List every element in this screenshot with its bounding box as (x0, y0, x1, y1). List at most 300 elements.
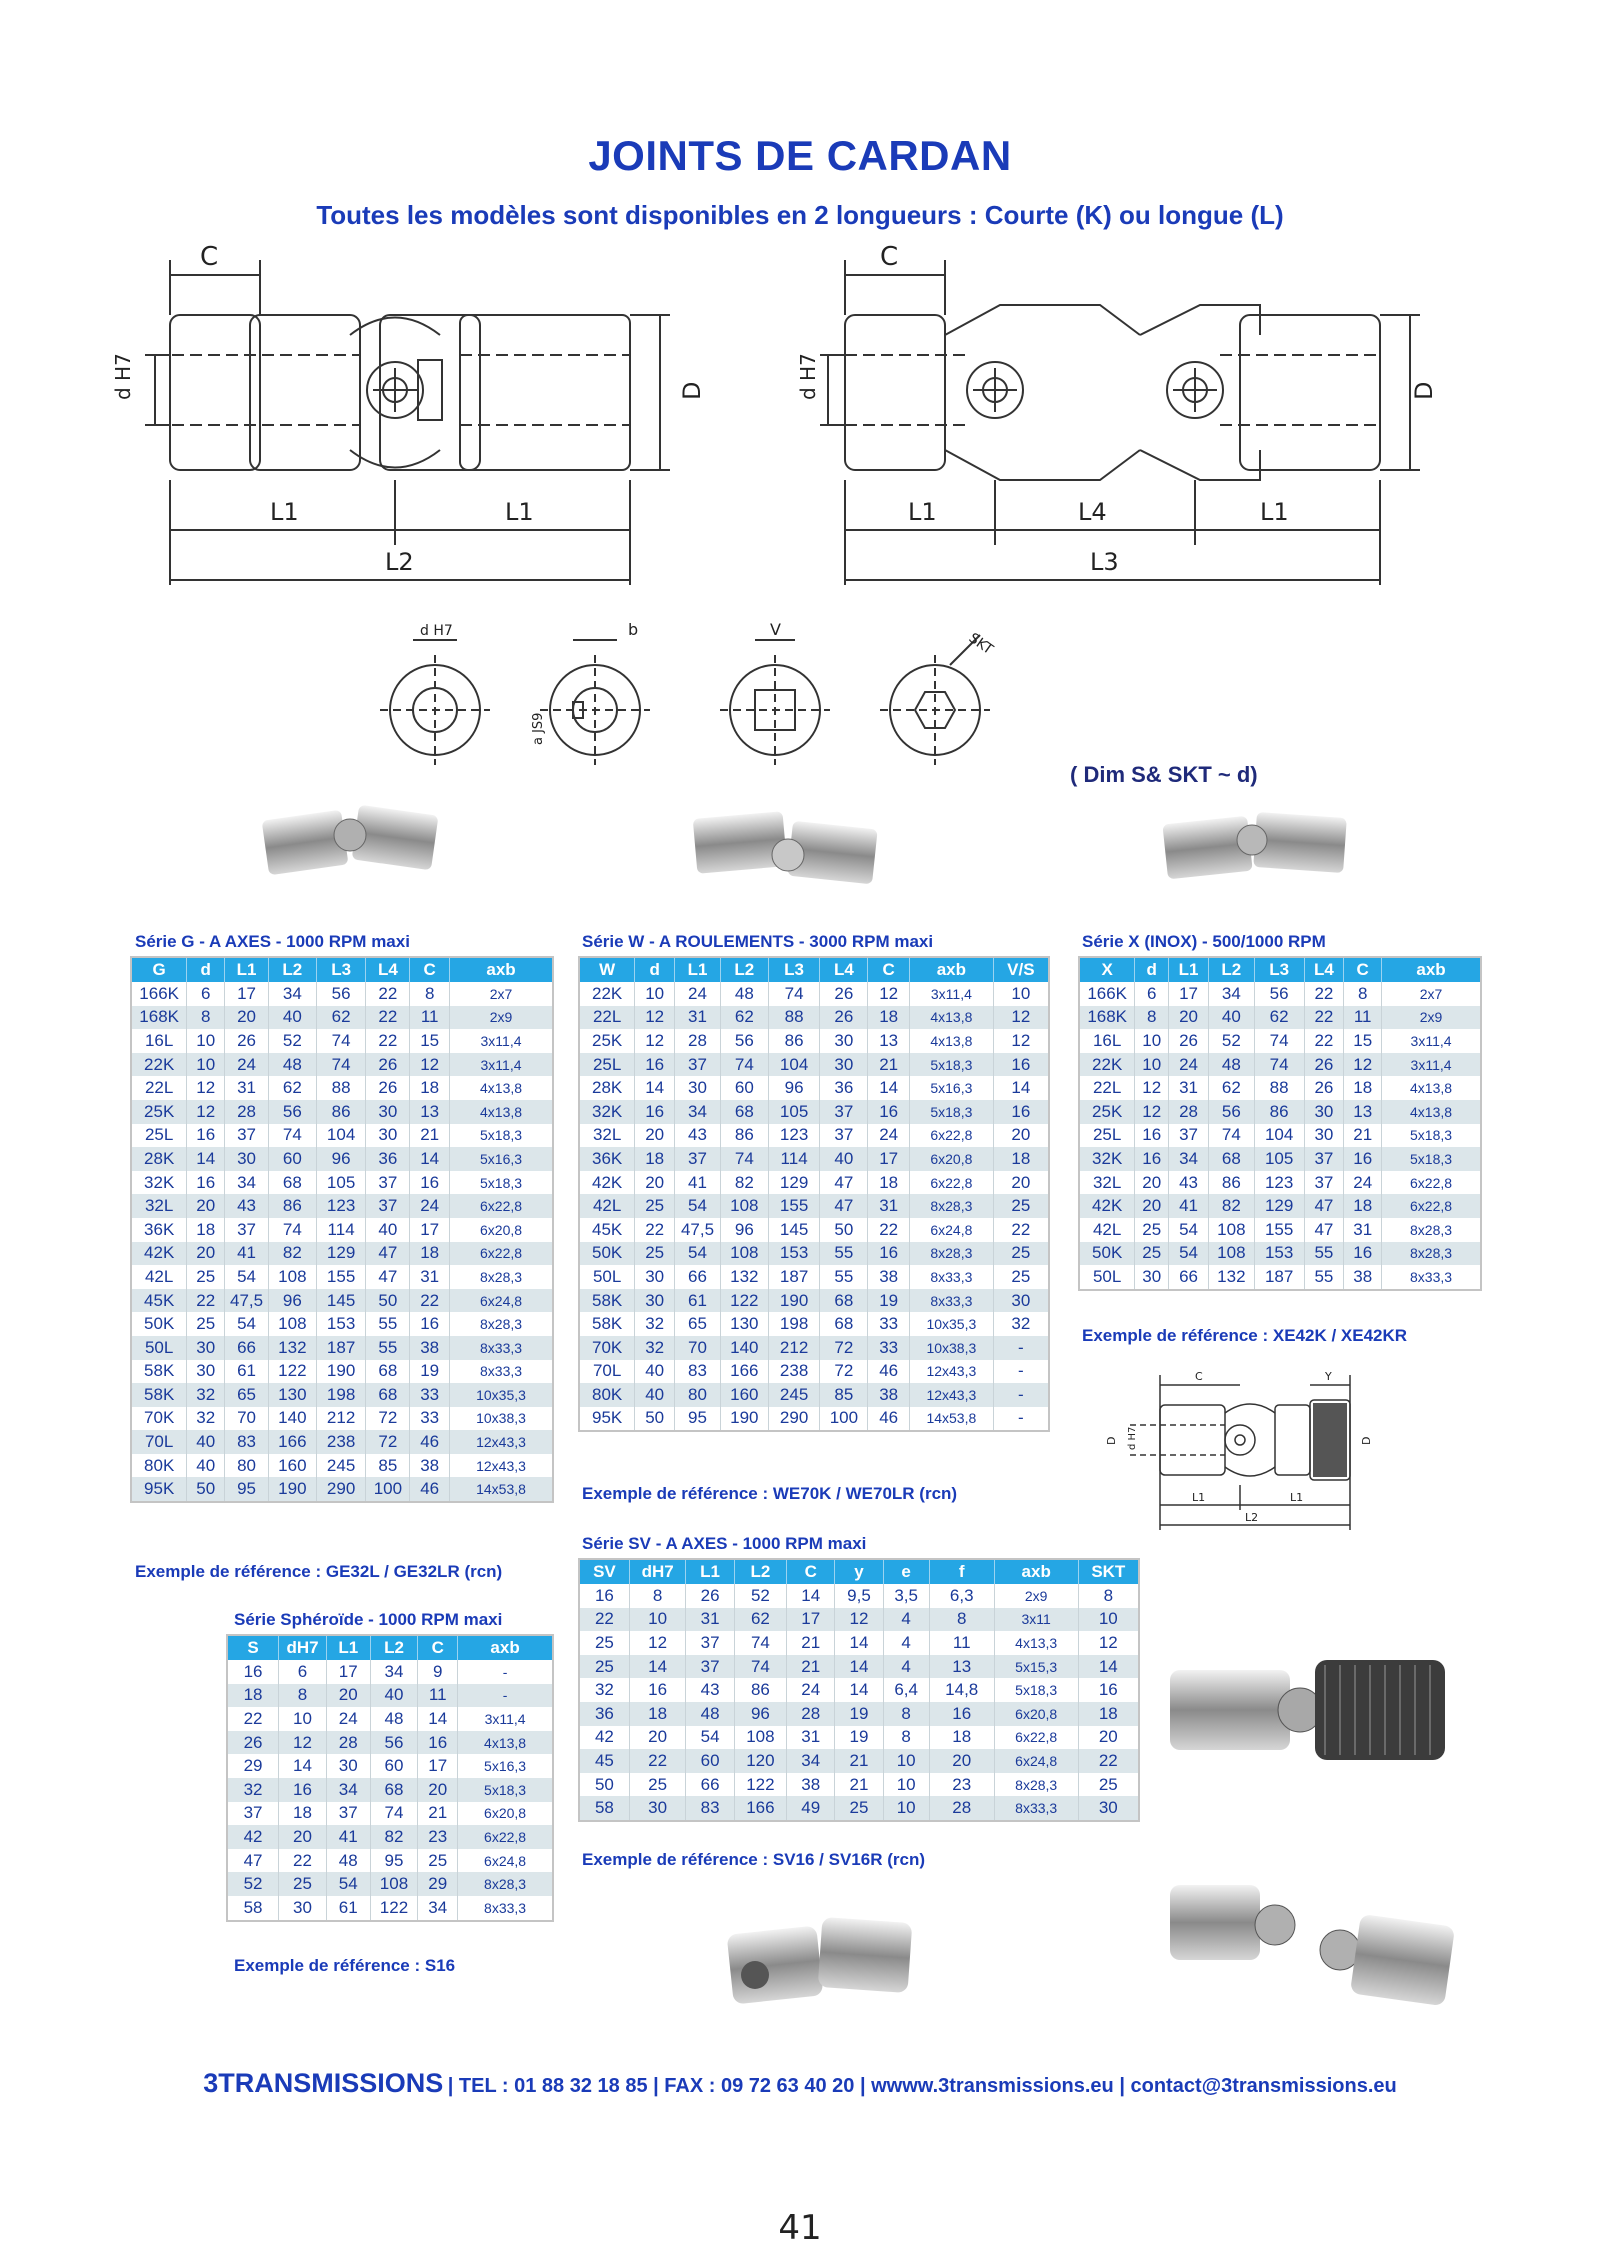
sv-dim-l1a: L1 (1192, 1491, 1206, 1504)
series-w-table (578, 956, 1050, 1432)
table-cell: 32 (579, 1678, 629, 1702)
table-cell: 104 (316, 1124, 366, 1148)
table-cell: 38 (410, 1336, 450, 1360)
table-cell: 20 (225, 1006, 269, 1030)
table-cell: 83 (675, 1360, 721, 1384)
table-cell: 18 (1344, 1076, 1382, 1100)
table-cell: 25 (1135, 1242, 1169, 1266)
table-row (579, 1218, 1049, 1242)
column-header: L3 (768, 957, 820, 982)
table-cell: 74 (316, 1029, 366, 1053)
table-cell: 61 (326, 1896, 370, 1921)
table-cell: 104 (1254, 1124, 1304, 1148)
table-row (131, 1477, 553, 1502)
table-cell: 12x43,3 (910, 1360, 994, 1384)
bore-v-label: V (770, 620, 781, 639)
table-cell: 60 (686, 1749, 734, 1773)
table-cell: 153 (768, 1242, 820, 1266)
table-cell: 114 (316, 1218, 366, 1242)
table-cell: 30 (326, 1754, 370, 1778)
table-cell: 22 (635, 1218, 675, 1242)
table-cell: 56 (370, 1731, 418, 1755)
table-cell: 72 (820, 1336, 868, 1360)
photo-joint-sv-knurled (1165, 1635, 1455, 1785)
table-cell: 18 (410, 1242, 450, 1266)
column-header: L1 (675, 957, 721, 982)
series-sv-caption: Série SV - A AXES - 1000 RPM maxi (582, 1534, 867, 1553)
table-cell: 28 (326, 1731, 370, 1755)
table-cell: 25 (418, 1849, 458, 1873)
single-joint-drawing (111, 240, 750, 610)
table-cell: 22 (993, 1218, 1049, 1242)
table-cell: 38 (787, 1773, 835, 1797)
column-header: axb (910, 957, 994, 982)
table-cell: 50L (579, 1265, 635, 1289)
column-header: L2 (1208, 957, 1254, 982)
table-cell: 47 (366, 1265, 410, 1289)
series-x-caption: Série X (INOX) - 500/1000 RPM (1082, 932, 1326, 951)
column-header: V/S (993, 957, 1049, 982)
table-cell: 50 (579, 1773, 629, 1797)
table-row (579, 1265, 1049, 1289)
table-row (227, 1684, 553, 1708)
table-cell: 30 (366, 1100, 410, 1124)
table-cell: 16L (1079, 1029, 1135, 1053)
table-cell: 12 (187, 1100, 225, 1124)
table-cell: 34 (268, 982, 316, 1006)
table-row (579, 1336, 1049, 1360)
column-header: L2 (268, 957, 316, 982)
table-cell: 37 (1304, 1147, 1344, 1171)
table-cell: 74 (1208, 1124, 1254, 1148)
table-cell: 24 (868, 1124, 910, 1148)
column-header: L2 (734, 1559, 786, 1584)
table-cell: 65 (225, 1383, 269, 1407)
table-cell: 32 (187, 1383, 225, 1407)
table-row (131, 1454, 553, 1478)
table-cell: 14 (835, 1655, 883, 1679)
table-cell: 47 (820, 1171, 868, 1195)
table-cell: 166 (734, 1796, 786, 1821)
table-cell: 31 (1169, 1076, 1209, 1100)
table-cell: 14 (279, 1754, 327, 1778)
table-cell: 62 (720, 1006, 768, 1030)
table-cell: 95 (225, 1477, 269, 1502)
table-cell: 14x53,8 (910, 1407, 994, 1432)
table-row (227, 1731, 553, 1755)
table-cell: 80 (675, 1383, 721, 1407)
table-row (131, 1360, 553, 1384)
table-cell: 37 (675, 1053, 721, 1077)
table-cell: 15 (1344, 1029, 1382, 1053)
table-cell: 52 (1208, 1029, 1254, 1053)
table-cell: 25K (579, 1029, 635, 1053)
table-row (131, 1100, 553, 1124)
table-cell: 26 (227, 1731, 279, 1755)
table-cell: 70 (225, 1407, 269, 1431)
table-cell: 122 (720, 1289, 768, 1313)
table-cell: 55 (1304, 1242, 1344, 1266)
table-cell: 3x11,4 (1382, 1053, 1481, 1077)
table-cell: 22 (629, 1749, 686, 1773)
table-cell: 108 (1208, 1218, 1254, 1242)
table-cell: 36 (366, 1147, 410, 1171)
table-cell: 54 (326, 1872, 370, 1896)
table-cell: 5x18,3 (910, 1100, 994, 1124)
table-row (227, 1778, 553, 1802)
table-cell: 14 (993, 1076, 1049, 1100)
table-cell: 40 (1208, 1006, 1254, 1030)
table-cell: 74 (316, 1053, 366, 1077)
table-cell: 58K (131, 1383, 187, 1407)
table-cell: 5x18,3 (450, 1171, 553, 1195)
table-cell: 16 (410, 1171, 450, 1195)
table-cell: 6x22,8 (1382, 1171, 1481, 1195)
table-cell: 122 (268, 1360, 316, 1384)
table-row (1079, 982, 1481, 1006)
table-cell: 25 (629, 1773, 686, 1797)
table-row (579, 1631, 1139, 1655)
table-cell: 74 (768, 982, 820, 1006)
table-cell: 122 (734, 1773, 786, 1797)
table-cell: 6x20,8 (450, 1218, 553, 1242)
table-cell: 20 (1078, 1726, 1139, 1750)
table-cell: 49 (787, 1796, 835, 1821)
table-cell: 36 (820, 1076, 868, 1100)
table-cell: 9,5 (835, 1584, 883, 1608)
table-cell: 56 (1254, 982, 1304, 1006)
table-cell: 12 (629, 1631, 686, 1655)
table-row (579, 1796, 1139, 1821)
table-cell: 22 (868, 1218, 910, 1242)
table-cell: 68 (268, 1171, 316, 1195)
table-cell: 21 (835, 1773, 883, 1797)
table-row (227, 1707, 553, 1731)
table-cell: 25 (279, 1872, 327, 1896)
column-header: L4 (1304, 957, 1344, 982)
table-row (579, 1608, 1139, 1632)
table-cell: 18 (635, 1147, 675, 1171)
footer (0, 2068, 1600, 2099)
table-cell: 47,5 (675, 1218, 721, 1242)
series-w-reference: Exemple de référence : WE70K / WE70LR (rcn) (582, 1484, 958, 1503)
table-cell: 22 (227, 1707, 279, 1731)
table-cell: 31 (675, 1006, 721, 1030)
dim-c: C (200, 242, 219, 272)
table-row (579, 1147, 1049, 1171)
dim-l1-left: L1 (270, 498, 299, 526)
table-cell: 8x28,3 (1382, 1218, 1481, 1242)
table-row (227, 1660, 553, 1684)
table-cell: 6 (1135, 982, 1169, 1006)
table-cell: 8 (883, 1726, 929, 1750)
table-cell: 5x16,3 (450, 1147, 553, 1171)
table-cell: 166 (720, 1360, 768, 1384)
table-cell: 55 (1304, 1265, 1344, 1290)
table-cell: 20 (418, 1778, 458, 1802)
table-cell: 2x9 (1382, 1006, 1481, 1030)
column-header: L3 (1254, 957, 1304, 982)
table-cell: 70K (579, 1336, 635, 1360)
table-cell: 16 (1344, 1147, 1382, 1171)
table-cell: 31 (787, 1726, 835, 1750)
table-cell: 129 (1254, 1194, 1304, 1218)
table-cell: 14,8 (929, 1678, 994, 1702)
table-cell: 82 (268, 1242, 316, 1266)
table-cell: 166 (268, 1430, 316, 1454)
table-cell: 6x22,8 (1382, 1194, 1481, 1218)
table-cell: - (993, 1360, 1049, 1384)
table-cell: 54 (225, 1265, 269, 1289)
table-cell: 24 (326, 1707, 370, 1731)
bore-dh7-label: d H7 (420, 623, 453, 639)
table-cell: 60 (268, 1147, 316, 1171)
table-header-row (227, 1635, 553, 1660)
table-row (579, 1171, 1049, 1195)
table-cell: 43 (225, 1194, 269, 1218)
table-row (227, 1872, 553, 1896)
table-cell: 25 (993, 1242, 1049, 1266)
table-cell: 50L (1079, 1265, 1135, 1290)
sv-dim-dh7: d H7 (1127, 1426, 1138, 1450)
table-cell: 129 (768, 1171, 820, 1195)
table-cell: 30 (279, 1896, 327, 1921)
table-cell: 160 (720, 1383, 768, 1407)
table-cell: 26 (225, 1029, 269, 1053)
table-cell: 22K (131, 1053, 187, 1077)
table-cell: 16 (868, 1100, 910, 1124)
table-row (131, 1242, 553, 1266)
table-cell: 14 (410, 1147, 450, 1171)
table-cell: 68 (366, 1360, 410, 1384)
column-header: L2 (370, 1635, 418, 1660)
column-header: axb (1382, 957, 1481, 982)
table-cell: 25 (635, 1242, 675, 1266)
table-cell: 212 (316, 1407, 366, 1431)
table-cell: 10 (1135, 1053, 1169, 1077)
table-cell: 46 (868, 1407, 910, 1432)
table-cell: 31 (868, 1194, 910, 1218)
table-row (579, 1702, 1139, 1726)
table-cell: 58K (579, 1289, 635, 1313)
table-row (1079, 1171, 1481, 1195)
column-header: f (929, 1559, 994, 1584)
table-row (579, 982, 1049, 1006)
table-cell: 108 (370, 1872, 418, 1896)
column-header: axb (450, 957, 553, 982)
table-cell: 18 (868, 1171, 910, 1195)
table-cell: 42 (227, 1825, 279, 1849)
table-cell: 22 (1078, 1749, 1139, 1773)
table-cell: 50K (131, 1312, 187, 1336)
table-cell: 33 (868, 1312, 910, 1336)
table-cell: 129 (316, 1242, 366, 1266)
table-cell: 12x43,3 (450, 1430, 553, 1454)
table-cell: 2x7 (450, 982, 553, 1006)
column-header: d (1135, 957, 1169, 982)
table-cell: 74 (268, 1124, 316, 1148)
table-cell: 14x53,8 (450, 1477, 553, 1502)
table-cell: 18 (227, 1684, 279, 1708)
table-cell: 30 (635, 1289, 675, 1313)
table-cell: 25 (993, 1265, 1049, 1289)
table-cell: 18 (187, 1218, 225, 1242)
photo-joint-g (260, 790, 440, 890)
table-cell: 96 (734, 1702, 786, 1726)
column-header: L4 (820, 957, 868, 982)
dim-d: D (1410, 381, 1438, 400)
table-cell: 36 (579, 1702, 629, 1726)
table-cell: 86 (768, 1029, 820, 1053)
table-cell: 26 (366, 1076, 410, 1100)
table-cell: 22L (1079, 1076, 1135, 1100)
table-cell: 54 (1169, 1218, 1209, 1242)
table-cell: 130 (268, 1383, 316, 1407)
table-cell: 25L (131, 1124, 187, 1148)
table-cell: 20 (993, 1171, 1049, 1195)
sv-dim-y: Y (1325, 1370, 1332, 1383)
table-cell: 4x13,8 (450, 1100, 553, 1124)
table-row (131, 1029, 553, 1053)
table-cell: 166K (1079, 982, 1135, 1006)
table-cell: 10 (279, 1707, 327, 1731)
table-cell: 5x18,3 (1382, 1147, 1481, 1171)
table-row (227, 1896, 553, 1921)
dim-l4: L4 (1078, 498, 1107, 526)
table-cell: 16 (993, 1100, 1049, 1124)
table-row (227, 1849, 553, 1873)
table-cell: 74 (268, 1218, 316, 1242)
column-header: C (410, 957, 450, 982)
table-cell: 38 (868, 1383, 910, 1407)
table-cell: 11 (418, 1684, 458, 1708)
table-cell: 40 (268, 1006, 316, 1030)
dim-l1-left: L1 (908, 498, 937, 526)
column-header: y (835, 1559, 883, 1584)
table-cell: 14 (787, 1584, 835, 1608)
series-w-caption: Série W - A ROULEMENTS - 3000 RPM maxi (582, 932, 934, 951)
table-cell: 30 (629, 1796, 686, 1821)
table-cell: 55 (366, 1336, 410, 1360)
table-cell: 168K (1079, 1006, 1135, 1030)
table-cell: 3x11,4 (450, 1029, 553, 1053)
table-cell: 82 (1208, 1194, 1254, 1218)
table-cell: 5x18,3 (458, 1778, 553, 1802)
table-cell: 21 (787, 1631, 835, 1655)
table-cell: 25 (993, 1194, 1049, 1218)
table-cell: 37 (366, 1171, 410, 1195)
table-cell: 20 (187, 1194, 225, 1218)
table-cell: 6,3 (929, 1584, 994, 1608)
table-cell: 6x24,8 (910, 1218, 994, 1242)
table-row (579, 1100, 1049, 1124)
table-row (579, 1749, 1139, 1773)
table-cell: 6x22,8 (910, 1171, 994, 1195)
table-cell: 32 (635, 1336, 675, 1360)
column-header: L1 (225, 957, 269, 982)
table-cell: 86 (720, 1124, 768, 1148)
table-cell: 22L (131, 1076, 187, 1100)
table-cell: 25L (1079, 1124, 1135, 1148)
table-cell: 33 (868, 1336, 910, 1360)
table-row (579, 1773, 1139, 1797)
column-header: C (1344, 957, 1382, 982)
table-cell: 95 (370, 1849, 418, 1873)
table-cell: 21 (868, 1053, 910, 1077)
column-header: L2 (720, 957, 768, 982)
table-cell: 12 (1078, 1631, 1139, 1655)
table-cell: 12 (410, 1053, 450, 1077)
table-cell: 12 (279, 1731, 327, 1755)
footer-contact[interactable]: | TEL : 01 88 32 18 85 | FAX : 09 72 63 40 20 | wwww.3transmissions.eu | contact@3transmissions.eu (447, 2075, 1397, 2097)
table-cell: 18 (279, 1802, 327, 1826)
table-cell: 16 (868, 1242, 910, 1266)
table-cell: 2x7 (1382, 982, 1481, 1006)
table-cell: 12 (635, 1006, 675, 1030)
table-cell: 25 (1078, 1773, 1139, 1797)
table-cell: 6x24,8 (994, 1749, 1078, 1773)
table-cell: 29 (227, 1754, 279, 1778)
table-cell: 95K (579, 1407, 635, 1432)
sv-dim-d2: D (1360, 1436, 1373, 1445)
table-row (1079, 1194, 1481, 1218)
table-cell: 16 (1135, 1147, 1169, 1171)
table-cell: 32L (131, 1194, 187, 1218)
table-cell: 32 (187, 1407, 225, 1431)
series-sv-body (579, 1584, 1139, 1821)
table-cell: 38 (410, 1454, 450, 1478)
column-header: C (787, 1559, 835, 1584)
table-cell: 30 (225, 1147, 269, 1171)
table-cell: 68 (1208, 1147, 1254, 1171)
dim-dh7: d H7 (796, 353, 820, 400)
table-cell: 31 (410, 1265, 450, 1289)
table-cell: 41 (225, 1242, 269, 1266)
table-cell: 29 (418, 1872, 458, 1896)
table-cell: 28 (929, 1796, 994, 1821)
table-cell: 10x35,3 (450, 1383, 553, 1407)
table-cell: 28 (1169, 1100, 1209, 1124)
table-cell: 2x9 (450, 1006, 553, 1030)
table-cell: 18 (868, 1006, 910, 1030)
table-cell: 23 (418, 1825, 458, 1849)
table-cell: 32 (635, 1312, 675, 1336)
table-cell: 20 (929, 1749, 994, 1773)
table-cell: 212 (768, 1336, 820, 1360)
table-cell: 11 (1344, 1006, 1382, 1030)
table-cell: 16 (1078, 1678, 1139, 1702)
table-row (1079, 1006, 1481, 1030)
table-cell: 65 (675, 1312, 721, 1336)
table-cell: 96 (316, 1147, 366, 1171)
table-cell: 48 (686, 1702, 734, 1726)
table-cell: 19 (835, 1702, 883, 1726)
table-cell: 22 (1304, 982, 1344, 1006)
page-subtitle: Toutes les modèles sont disponibles en 2 longueurs : Courte (K) ou longue (L) (316, 200, 1284, 230)
table-row (131, 1006, 553, 1030)
table-cell: 166K (131, 982, 187, 1006)
table-cell: 80K (579, 1383, 635, 1407)
table-cell: - (458, 1660, 553, 1684)
table-cell: 72 (366, 1407, 410, 1431)
column-header: d (187, 957, 225, 982)
table-cell: 55 (366, 1312, 410, 1336)
table-cell: 155 (316, 1265, 366, 1289)
footer-brand: 3TRANSMISSIONS (203, 2068, 444, 2098)
sv-dim-l2: L2 (1245, 1511, 1259, 1524)
table-cell: 37 (686, 1631, 734, 1655)
table-cell: 108 (268, 1265, 316, 1289)
